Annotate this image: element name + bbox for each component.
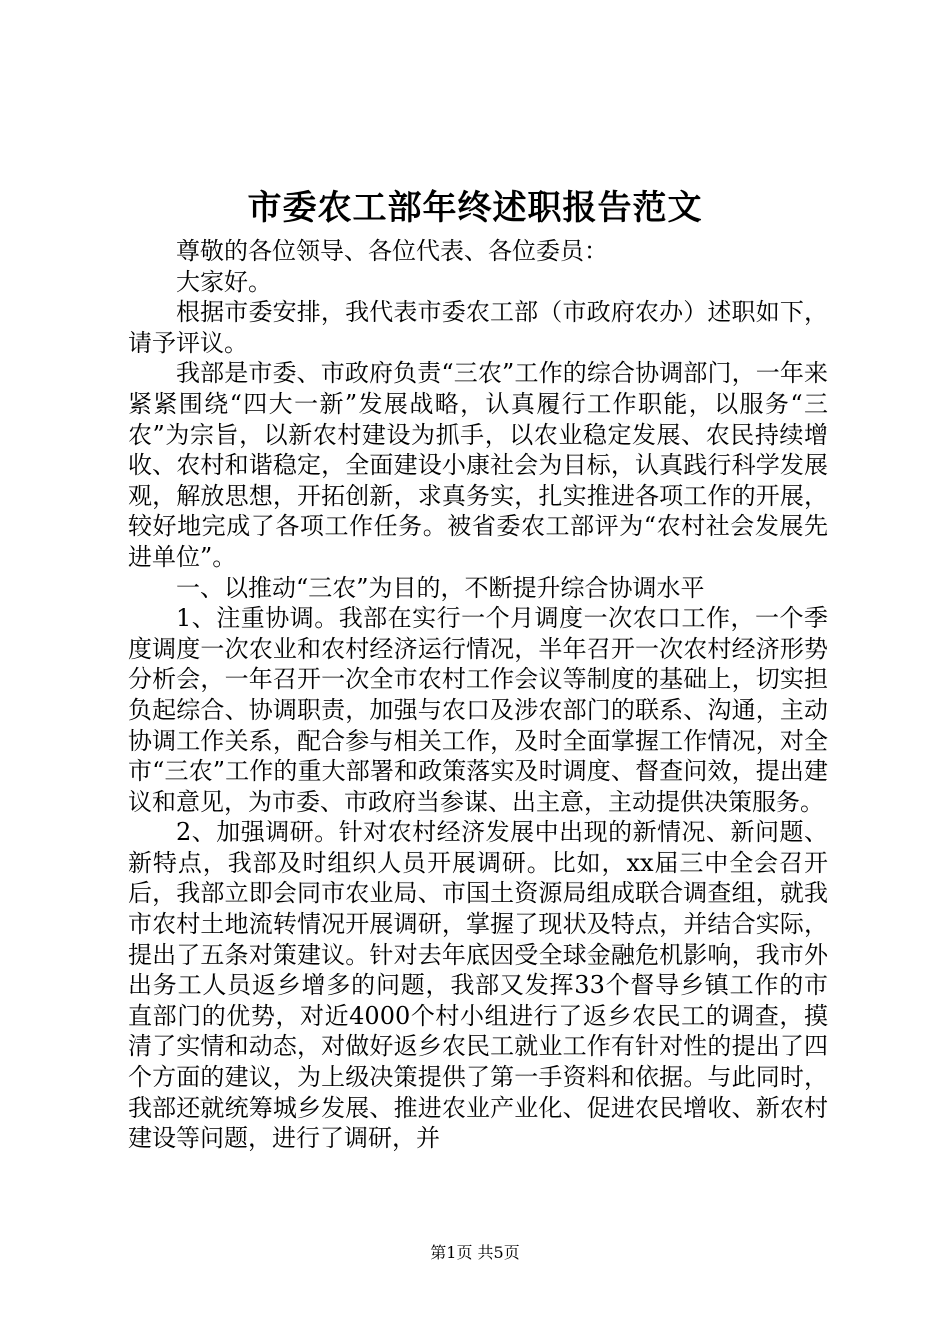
section-heading: 一、以推动“三农”为目的，不断提升综合协调水平	[176, 573, 705, 602]
salutation: 尊敬的各位领导、各位代表、各位委员：	[176, 237, 608, 265]
body-paragraph: 2、加强调研。针对农村经济发展中出现的新情况、新问题、新特点，我部及时组织人员开展调研。比如，xx届三中全会召开后，我部立即会同市农业局、市国土资源局组成联合调查组，就我市农村土地流转情况开展调研，掌握了现状及特点，并结合实际，提出了五条对策建议。针对去年底因受全球金融危机影响，我市外出务工人员返乡增多的问题，我部又发挥33个督导乡镇工作的市直部门的优势，对近4000个村小组进行了返乡农民工的调查，摸清了实情和动态，对做好返乡农民工就业工作有针对性的提出了四个方面的建议，为上级决策提供了第一手资料和依据。与此同时，我部还就统筹城乡发展、推进农业产业化、促进农民增收、新农村建设等问题，进行了调研，并	[128, 818, 828, 1153]
body-paragraph: 1、注重协调。我部在实行一个月调度一次农口工作，一个季度调度一次农业和农村经济运行情况，半年召开一次农村经济形势分析会，一年召开一次全市农村工作会议等制度的基础上，切实担负起综合、协调职责，加强与农口及涉农部门的联系、沟通，主动协调工作关系，配合参与相关工作，及时全面掌握工作情况，对全市“三农”工作的重大部署和政策落实及时调度、督查问效，提出建议和意见，为市委、市政府当参谋、出主意，主动提供决策服务。	[128, 604, 828, 816]
document-title: 市委农工部年终述职报告范文	[247, 188, 703, 228]
greeting: 大家好。	[176, 267, 272, 296]
body-paragraph: 根据市委安排，我代表市委农工部（市政府农办）述职如下，请予评议。	[128, 298, 828, 357]
page-number-footer: 第1页 共5页	[430, 1243, 520, 1262]
body-paragraph: 我部是市委、市政府负责“三农”工作的综合协调部门，一年来紧紧围绕“四大一新”发展战略，认真履行工作职能，以服务“三农”为宗旨，以新农村建设为抓手，以农业稳定发展、农民持续增收、农村和谐稳定，全面建设小康社会为目标，认真践行科学发展观，解放思想，开拓创新，求真务实，扎实推进各项工作的开展，较好地完成了各项工作任务。被省委农工部评为“农村社会发展先进单位”。	[128, 359, 828, 571]
document-body	[128, 236, 828, 1154]
